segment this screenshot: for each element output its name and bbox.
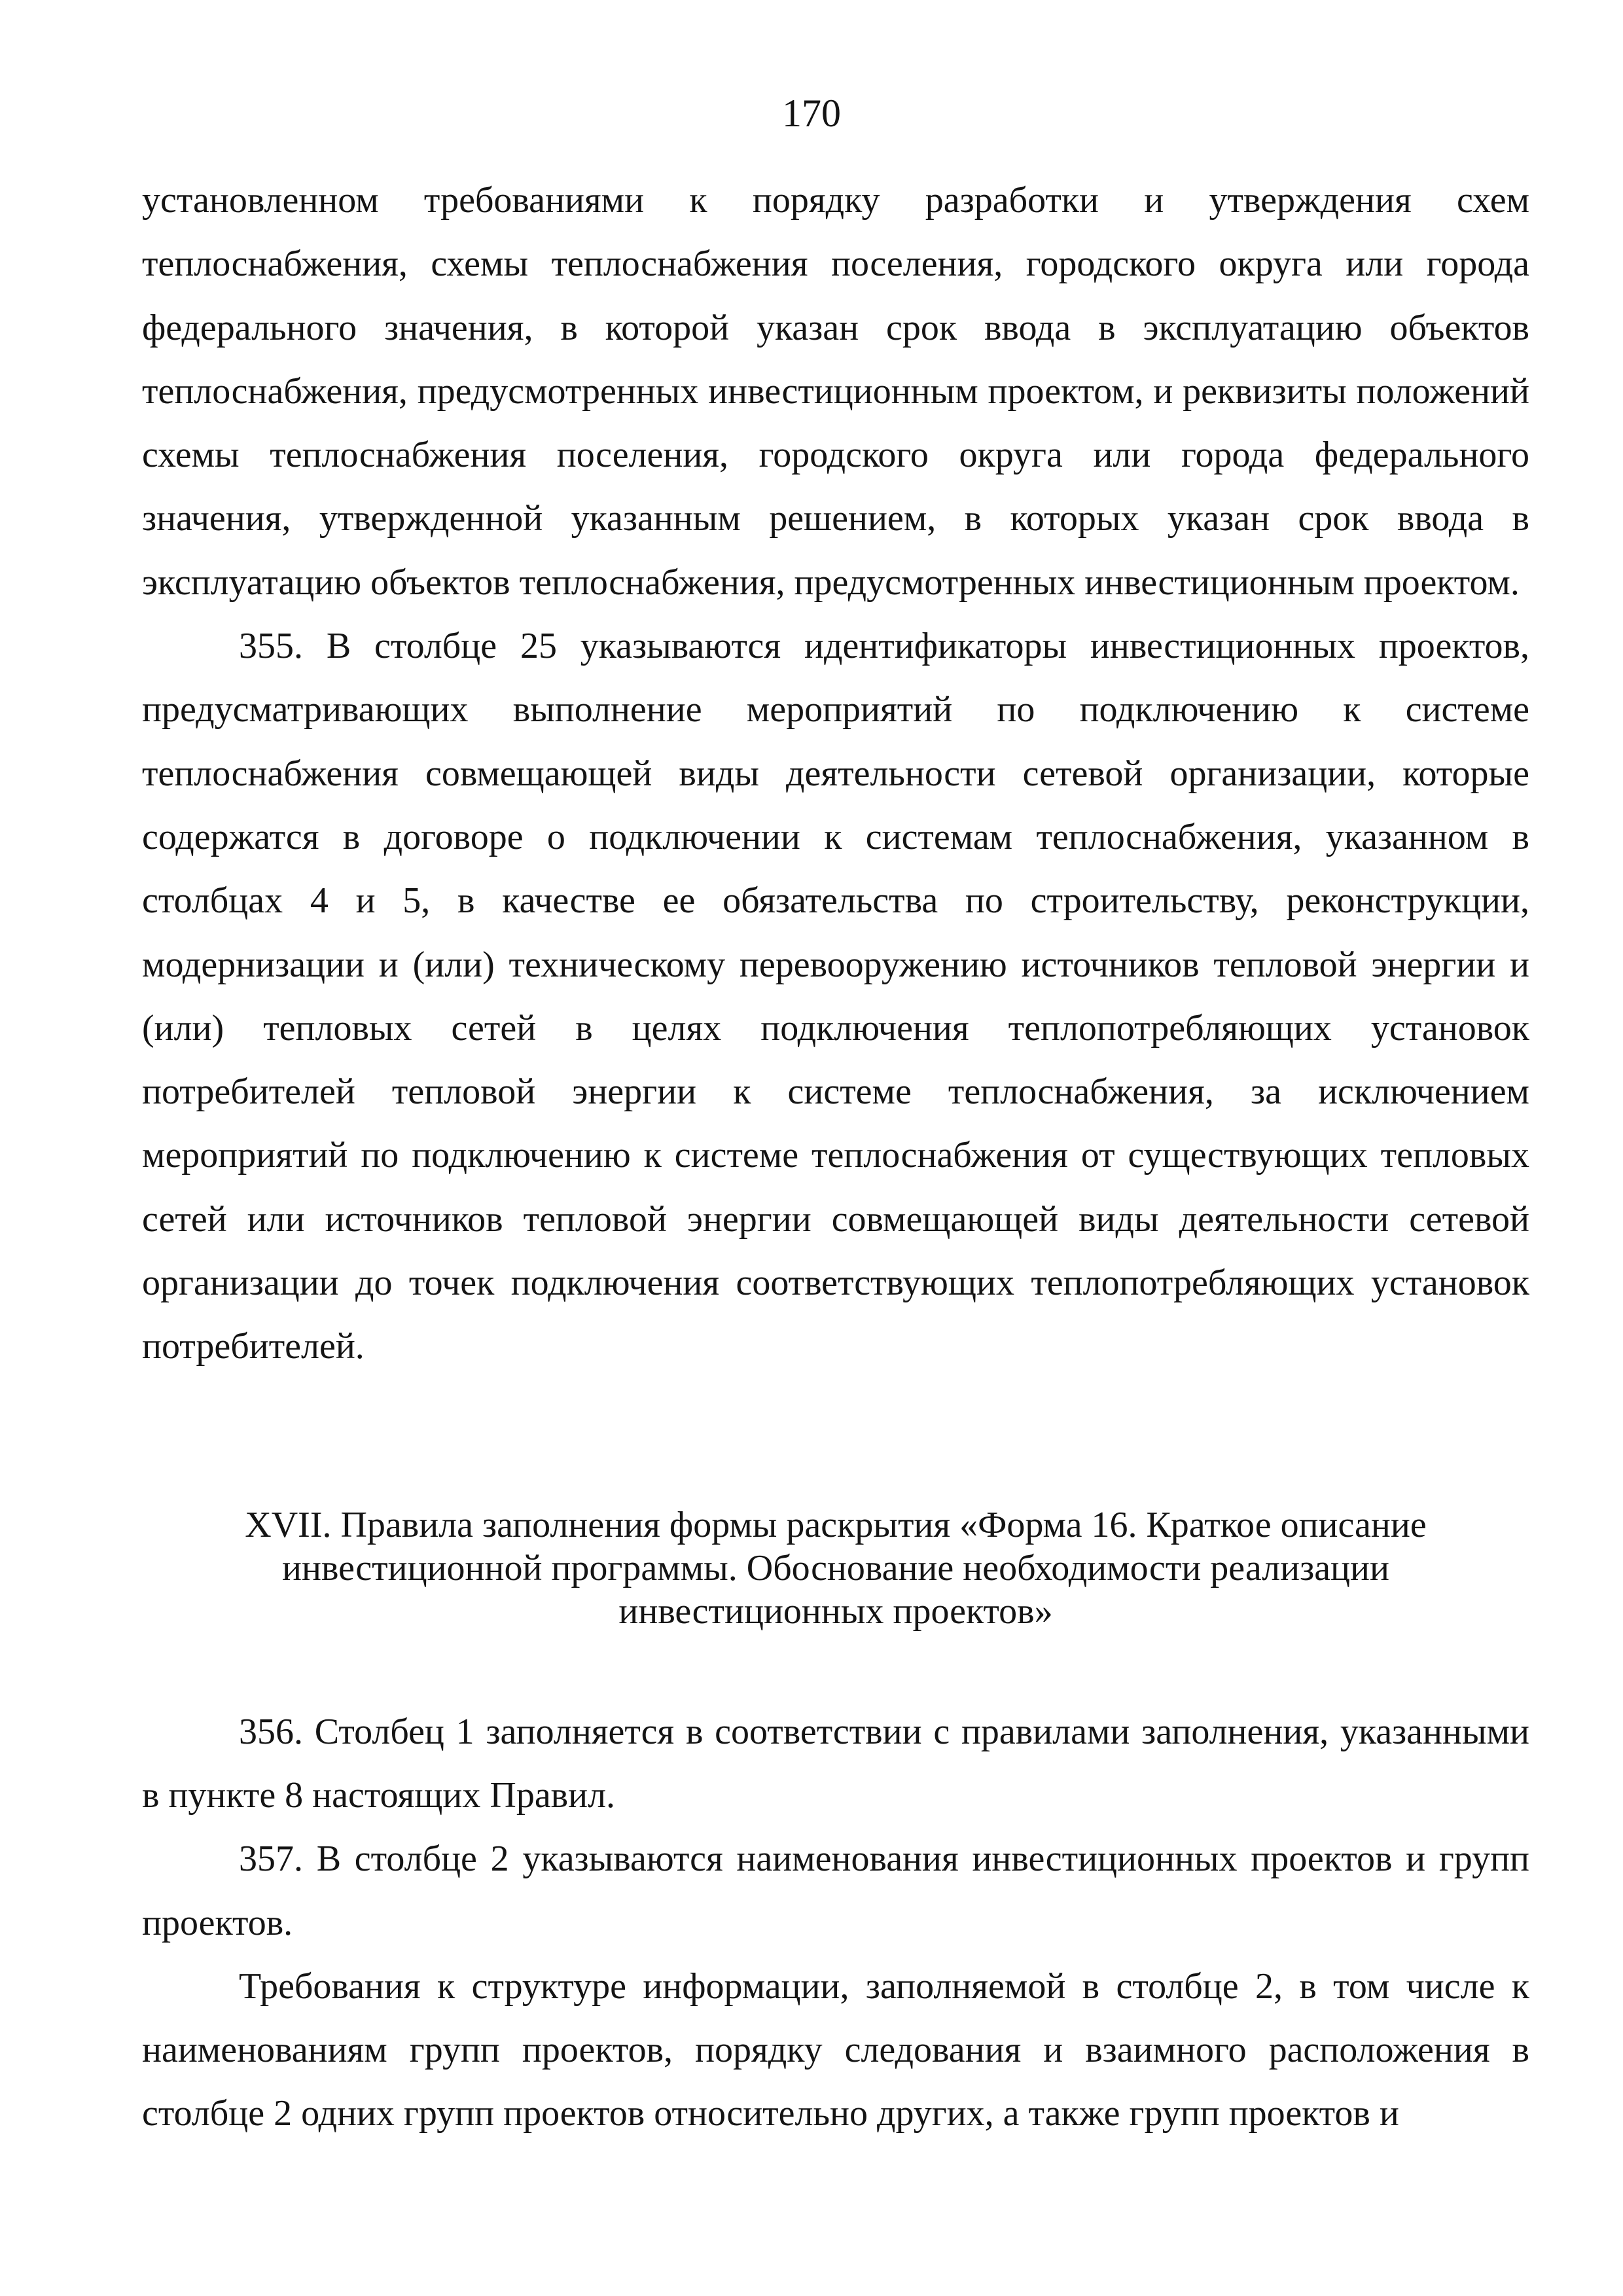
paragraph-355: 355. В столбце 25 указываются идентификаторы инвестиционных проектов, предусматривающих выполнение мероприятий по подключению к системе теплоснабжения совмещающей виды деятельности сетевой организации, которые содержатся в договоре о подключении к системам теплоснабжения, указанном в столбцах 4 и 5, в качестве ее обязательства по строительству, реконструкции, модернизации и (или) техническому перевооружению источников тепловой энергии и (или) тепловых сетей в целях подключения теплопотребляющих установок потребителей тепловой энергии к системе теплоснабжения, за исключением мероприятий по подключению к системе теплоснабжения от существующих тепловых сетей или источников тепловой энергии совмещающей виды деятельности сетевой организации до точек подключения соответствующих теплопотребляющих установок потребителей. [142,626,1529,1367]
paragraph-requirements: Требования к структуре информации, заполняемой в столбце 2, в том числе к наименованиям групп проектов, порядку следования и взаимного расположения в столбце 2 одних групп проектов относительно других, а также групп проектов и [142,1965,1529,2134]
paragraph-continuation: установленном требованиями к порядку разработки и утверждения схем теплоснабжения, схемы теплоснабжения поселения, городского округа или города федерального значения, в которой указан срок ввода в эксплуатацию объектов теплоснабжения, предусмотренных инвестиционным проектом, и реквизиты положений схемы теплоснабжения поселения, городского округа или города федерального значения, утвержденной указанным решением, в которых указан срок ввода в эксплуатацию объектов теплоснабжения, предусмотренных инвестиционным проектом. [142,180,1529,603]
paragraph-356: 356. Столбец 1 заполняется в соответствии с правилами заполнения, указанными в пункте 8 настоящих Правил. [142,1711,1529,1816]
paragraph-357: 357. В столбце 2 указываются наименования инвестиционных проектов и групп проектов. [142,1839,1529,1943]
section-heading: XVII. Правила заполнения формы раскрытия «Форма 16. Краткое описание инвестиционной программы. Обоснование необходимости реализации инвестиционных проектов» [245,1504,1427,1632]
page-number: 170 [782,92,841,135]
document-body [142,169,1529,2146]
